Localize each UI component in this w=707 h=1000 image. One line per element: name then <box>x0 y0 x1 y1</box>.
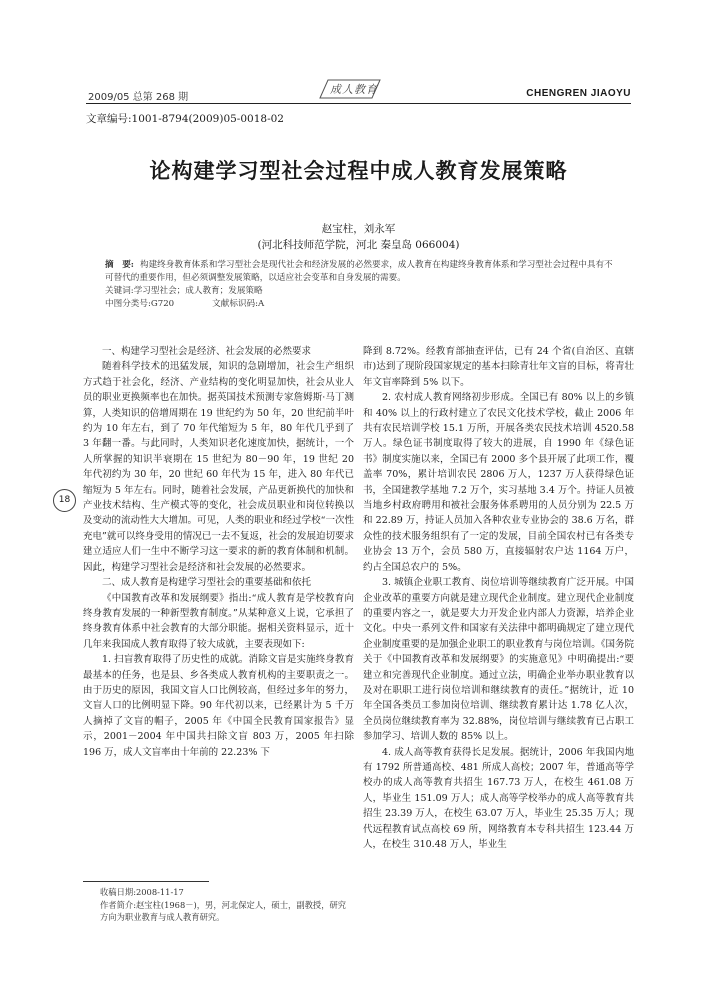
abstract-block <box>105 259 615 311</box>
paragraph: 降到 8.72%。经教育部抽查评估，已有 24 个省(自治区、直辖市)达到了现阶段国家规定的基本扫除青壮年文盲的目标，将青壮年文盲率降到 5% 以下。 <box>363 346 634 388</box>
clc-code: G720 <box>150 299 175 309</box>
footnote-received <box>100 886 350 898</box>
article-title: 论构建学习型社会过程中成人教育发展策略 <box>149 158 568 183</box>
authors: 赵宝柱，刘永军 <box>321 223 396 235</box>
journal-name-en: CHENGREN JIAOYU <box>526 88 631 99</box>
abstract-text: 构建终身教育体系和学习型社会是现代社会和经济发展的必然要求，成人教育在构建终身教育体系和学习型社会过程中具有不可替代的重要作用，但必须调整发展策略，以适应社会变革和自身发展的需要。 <box>105 260 613 283</box>
svg-text:育: 育 <box>366 83 377 96</box>
doc-code: A <box>258 299 265 309</box>
page-number: 18 <box>53 489 76 512</box>
svg-text:人: 人 <box>342 83 353 96</box>
footnote-author <box>100 899 350 923</box>
paragraph: 4. 成人高等教育获得长足发展。据统计，2006 年我国内地有 1792 所普通高校、481 所成人高校；2007 年，普通高等学校办的成人高等教育共招生 167.73 万人，在校生 461.08 万人，毕业生 151.09 万人；成人高等学校举办的成人高等教育共招生 23.39 万人，在校生 63.07 万人，毕业生 25.35 万人；现代远程教育试点高校 69 所，网络教育本专科共招生 123.44 万人，在校生 310.48 万人，毕业生 <box>363 746 634 850</box>
clc-label: 中图分类号: <box>105 299 151 309</box>
left-column <box>83 344 354 760</box>
paragraph: 随着科学技术的迅猛发展，知识的急剧增加，社会生产组织方式趋于社会化，经济、产业结构的变化明显加快，社会从业人员的职业更换频率也在加快。据英国技术预测专家詹姆斯·马丁测算，人类知识的倍增周期在 19 世纪约为 50 年，20 世纪前半叶约为 10 年左右，到了 70 年代缩短为 5 年，80 年代几乎到了 3 年翻一番。与此同时，人类知识老化速度加快，据统计，一个人所掌握的知识半衰期在 15 世纪为 80－90 年，19 世纪 20 年代初约为 30 年，20 世纪 60 年代为 15 年，进入 80 年代已缩短为 5 年左右。同时，随着社会发展，产品更新换代的加快和产业技术结构、生产模式等的变化，社会成员职业和岗位转换以及变动的流动性大大增加。可见，人类的职业和经过学校“一次性充电”就可以终身受用的情况已一去不复返，社会的发展迫切要求建立适应人们一生中不断学习这一要求的新的教育体制和机制。因此，构建学习型社会是经济和社会发展的必然要求。 <box>83 361 354 573</box>
paragraph: 《中国教育改革和发展纲要》指出:“成人教育是学校教育向终身教育发展的一种新型教育制度。”从某种意义上说，它承担了终身教育体系中社会教育的大部分职能。据相关资料显示，近十几年来我国成人教育取得了较大成就，主要表现如下: <box>83 592 354 650</box>
author-bio: 作者简介:赵宝柱(1968－)，男，河北保定人，硕士，副教授，研究方向为职业教育与成人教育研究。 <box>100 900 347 922</box>
svg-text:教: 教 <box>354 83 365 96</box>
affiliation: (河北科技师范学院，河北 秦皇岛 066004) <box>257 239 460 251</box>
section-heading: 一、构建学习型社会是经济、社会发展的必然要求 <box>102 346 312 357</box>
section-heading: 二、成人教育是构建学习型社会的重要基础和依托 <box>102 577 312 589</box>
header-rule <box>86 103 631 104</box>
keywords: 学习型社会；成人教育；发展策略 <box>133 286 263 296</box>
paragraph: 1. 扫盲教育取得了历史性的成就。消除文盲是实施终身教育最基本的任务，也是县、乡各类成人教育机构的主要职责之一。由于历史的原因，我国文盲人口比例较高，但经过多年的努力，文盲人口的比例明显下降。90 年代初以来，已经累计为 5 千万人摘掉了文盲的帽子，2005 年《中国全民教育国家报告》显示，2001－2004 年中国共扫除文盲 803 万，2005 年扫除 196 万，成人文盲率由十年前的 22.23% 下 <box>83 654 354 758</box>
keywords-label: 关键词: <box>105 286 134 296</box>
article-number: 文章编号:1001-8794(2009)05-0018-02 <box>86 113 284 125</box>
paragraph: 3. 城镇企业职工教育、岗位培训等继续教育广泛开展。中国企业改革的重要方向就是建立现代企业制度。建立现代企业制度的重要内容之一，就是要大力开发企业内部人力资源，培养企业文化。中央一系列文件和国家有关法律中都明确规定了建立现代企业制度重要的是加强企业职工的职业教育与岗位培训。《国务院关于《中国教育改革和发展纲要》的实施意见》中明确提出:“要建立和完善现代企业制度。通过立法，明确企业举办职业教育以及对在职职工进行岗位培训和继续教育的责任。”据统计，近 10 年全国各类员工参加岗位培训、继续教育累计达 1.78 亿人次，全员岗位继续教育率为 32.88%，岗位培训与继续教育已占职工参加学习、培训人数的 85% 以上。 <box>363 577 634 743</box>
journal-logo-icon <box>318 78 384 100</box>
right-column <box>363 344 634 852</box>
svg-text:成: 成 <box>330 83 341 96</box>
received-date: 收稿日期:2008-11-17 <box>100 887 184 897</box>
footnote-rule <box>83 881 209 882</box>
issue-label: 2009/05 总第 268 期 <box>88 92 189 103</box>
abstract-label: 摘 要: <box>105 260 134 270</box>
paragraph: 2. 农村成人教育网络初步形成。全国已有 80% 以上的乡镇和 40% 以上的行政村建立了农民文化技术学校，截止 2006 年共有农民培训学校 15.1 万所，开展各类农民技术培训 4520.58 万人。绿色证书制度取得了较大的进展，自 1990 年《绿色证书》制度实施以来，全国已有 2000 多个县开展了此项工作，覆盖率 70%，累计培训农民 2806 万人，1237 万人获得绿色证书，全国建教学基地 7.2 万个，实习基地 3.4 万个。持证人员被当地乡村政府聘用和被社会服务体系聘用的人员分别为 22.5 万和 22.89 万，持证人员加入各种农业专业协会的 38.6 万名，群众性的技术服务组织有了一定的发展，目前全国农村已有各类专业协会 13 万个，会员 580 万，直接辐射农户达 1164 万户，约占全国总农户的 5%。 <box>363 392 634 573</box>
doc-code-label: 文献标识码: <box>212 299 259 309</box>
